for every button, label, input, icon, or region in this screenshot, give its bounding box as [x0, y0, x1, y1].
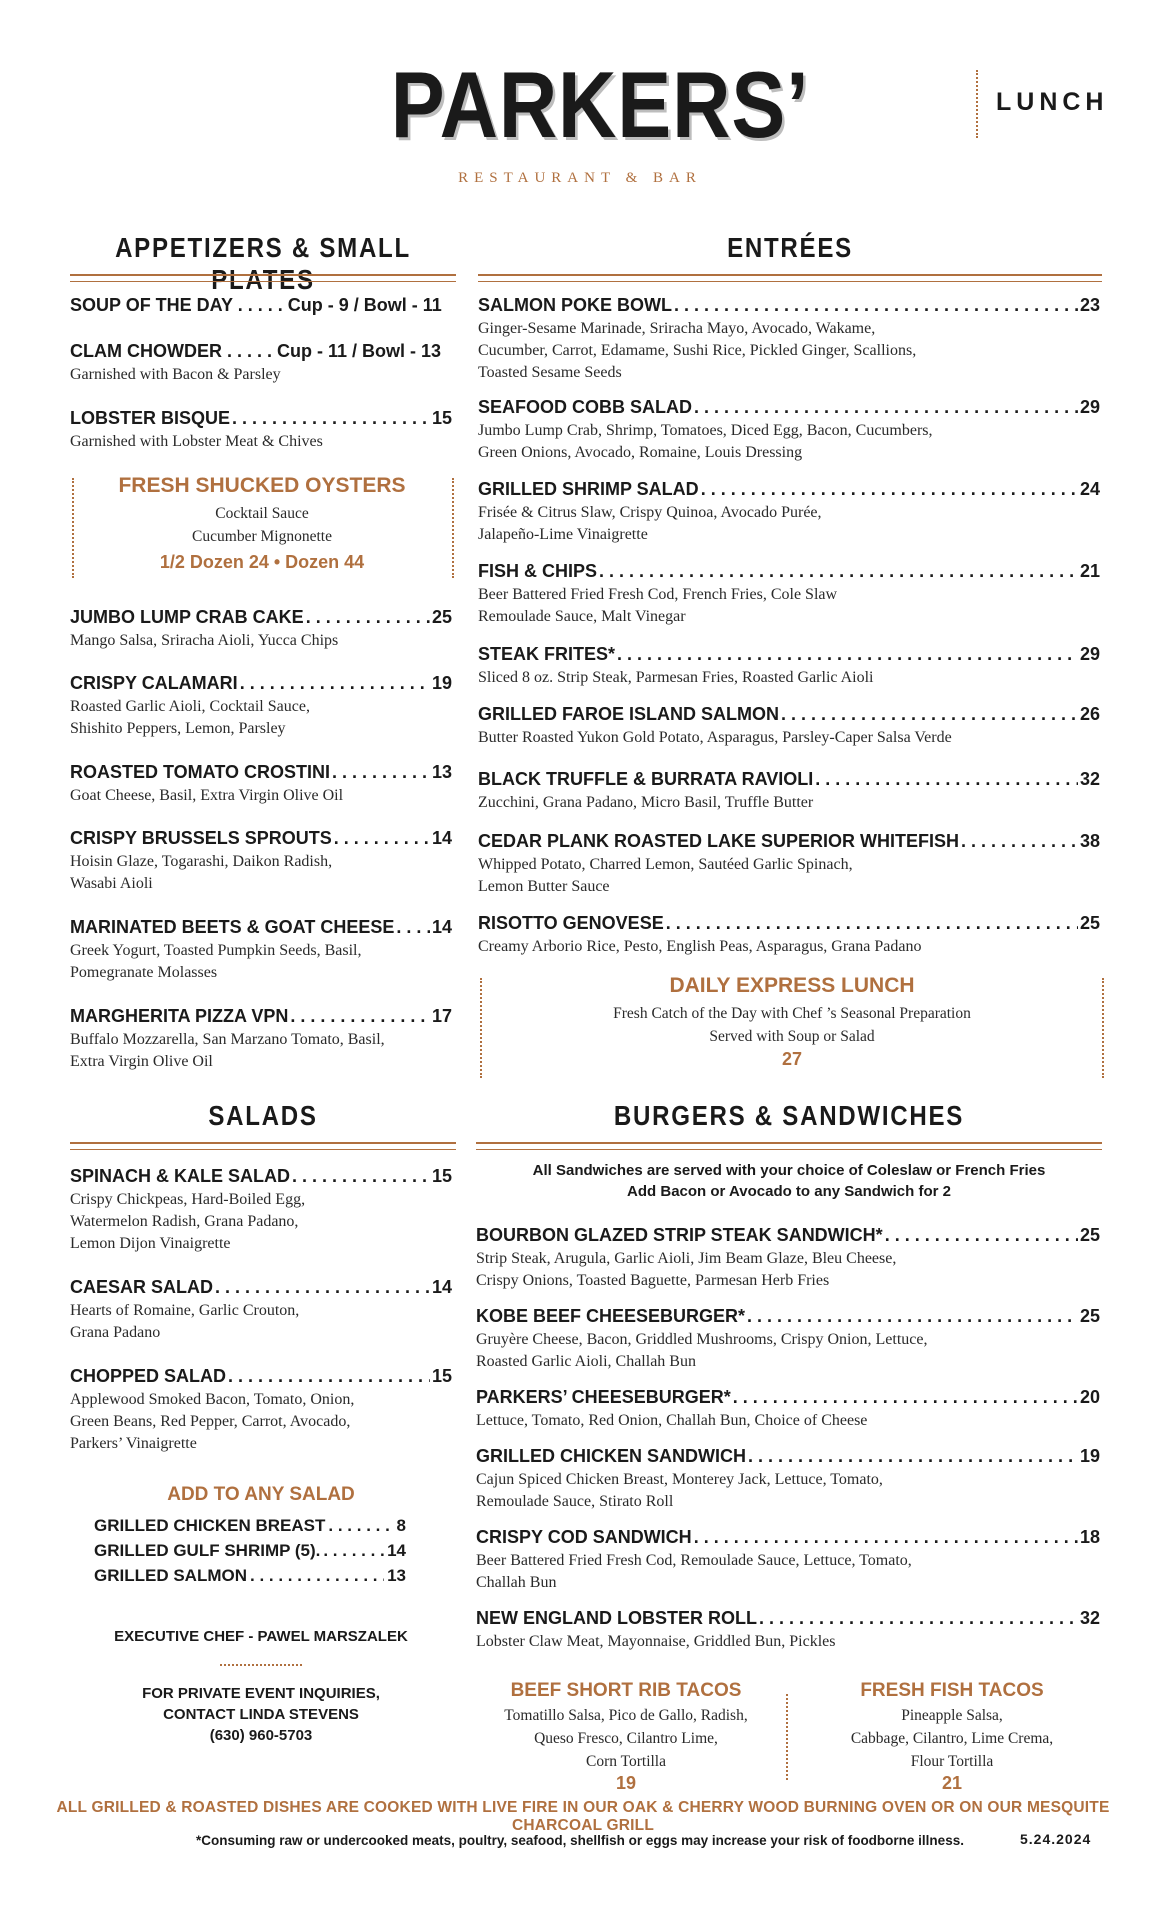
menu-item	[70, 1277, 452, 1344]
sandwich-note: All Sandwiches are served with your choice of Coleslaw or French Fries Add Bacon or Avocado to any Sandwich for 2	[532, 1162, 1046, 1200]
menu-item	[70, 295, 452, 316]
restaurant-tagline: RESTAURANT & BAR	[458, 170, 702, 186]
oysters-feature	[80, 474, 444, 573]
menu-item	[478, 769, 1100, 814]
item-name: SALMON POKE BOWL . . . 23	[478, 295, 1100, 316]
menu-item	[70, 762, 452, 807]
item-description: Lobster Claw Meat, Mayonnaise, Griddled Bun, Pickles	[476, 1633, 836, 1650]
item-name: LOBSTER BISQUE . . . 15	[70, 408, 452, 429]
item-name: MARGHERITA PIZZA VPN . . . 17	[70, 1006, 452, 1027]
menu-item	[70, 673, 452, 740]
item-name: GRILLED FAROE ISLAND SALMON . . . 26	[478, 704, 1100, 725]
feature-divider-right	[452, 478, 454, 578]
feature-divider-left	[480, 978, 482, 1078]
add-to-salad-list	[94, 1516, 406, 1586]
item-description: Ginger-Sesame Marinade, Sriracha Mayo, Avocado, Wakame, Cucumber, Carrot, Edamame, Sushi Rice, Pickled Ginger, Scallions, Toasted Sesame Seeds	[478, 320, 917, 381]
menu-item	[478, 295, 1100, 384]
item-name: KOBE BEEF CHEESEBURGER* . . . 25	[476, 1306, 1100, 1327]
taco-title: BEEF SHORT RIB TACOS	[510, 1680, 742, 1701]
chef-divider	[220, 1664, 302, 1666]
private-events: FOR PRIVATE EVENT INQUIRIES, CONTACT LINDA STEVENS (630) 960-5703	[142, 1685, 380, 1744]
menu-item	[478, 913, 1100, 958]
item-name: CRISPY CALAMARI . . . 19	[70, 673, 452, 694]
burgers-rule	[476, 1142, 1102, 1150]
item-name: RISOTTO GENOVESE . . . 25	[478, 913, 1100, 934]
express-line: Fresh Catch of the Day with Chef ’s Seasonal Preparation	[613, 1005, 971, 1022]
taco-price: 19	[615, 1773, 637, 1793]
menu-item	[476, 1225, 1100, 1292]
salads-heading: SALADS	[208, 1100, 318, 1131]
menu-item	[478, 704, 1100, 749]
feature-divider-right	[1102, 978, 1104, 1078]
taco-price: 21	[941, 1773, 963, 1793]
item-description: Mango Salsa, Sriracha Aioli, Yucca Chips	[70, 632, 339, 649]
item-description: Frisée & Citrus Slaw, Crispy Quinoa, Avocado Purée, Jalapeño-Lime Vinaigrette	[478, 504, 822, 543]
menu-item	[478, 397, 1100, 464]
item-description: Garnished with Bacon & Parsley	[70, 366, 281, 383]
menu-item	[70, 828, 452, 895]
item-description: Jumbo Lump Crab, Shrimp, Tomatoes, Diced Egg, Bacon, Cucumbers, Green Onions, Avocado, Romaine, Louis Dressing	[478, 422, 933, 461]
item-name: CLAM CHOWDER . . . . . Cup - 11 / Bowl - 13	[70, 341, 442, 361]
entrees-rule	[478, 274, 1102, 282]
header-divider	[976, 70, 978, 138]
menu-item	[478, 479, 1100, 546]
addon-item: GRILLED SALMON . . . 13	[94, 1566, 406, 1586]
item-description: Sliced 8 oz. Strip Steak, Parmesan Fries, Roasted Garlic Aioli	[478, 669, 874, 686]
menu-item	[478, 644, 1100, 689]
item-name: JUMBO LUMP CRAB CAKE . . . 25	[70, 607, 452, 628]
menu-item	[70, 408, 452, 453]
express-price: 27	[781, 1049, 803, 1069]
item-name: GRILLED CHICKEN SANDWICH . . . 19	[476, 1446, 1100, 1467]
item-description: Whipped Potato, Charred Lemon, Sautéed Garlic Spinach, Lemon Butter Sauce	[478, 856, 853, 895]
addon-item: GRILLED GULF SHRIMP (5). . . . 14	[94, 1541, 406, 1561]
item-name: STEAK FRITES* . . . 29	[478, 644, 1100, 665]
item-description: Lettuce, Tomato, Red Onion, Challah Bun, Choice of Cheese	[476, 1412, 868, 1429]
item-description: Goat Cheese, Basil, Extra Virgin Olive Oil	[70, 787, 344, 804]
item-description: Applewood Smoked Bacon, Tomato, Onion, Green Beans, Red Pepper, Carrot, Avocado, Parkers’ Vinaigrette	[70, 1391, 355, 1452]
item-description: Crispy Chickpeas, Hard-Boiled Egg, Watermelon Radish, Grana Padano, Lemon Dijon Vinaigrette	[70, 1191, 306, 1252]
entrees-heading: ENTRÉES	[727, 232, 853, 263]
item-description: Cajun Spiced Chicken Breast, Monterey Jack, Lettuce, Tomato, Remoulade Sauce, Stirato Roll	[476, 1471, 883, 1510]
oysters-line: Cocktail Sauce	[215, 505, 309, 522]
item-description: Hearts of Romaine, Garlic Crouton, Grana Padano	[70, 1302, 300, 1341]
item-name: MARINATED BEETS & GOAT CHEESE . . . 14	[70, 917, 452, 938]
salads-rule	[70, 1142, 456, 1150]
express-line: Served with Soup or Salad	[709, 1028, 875, 1045]
menu-item	[70, 1166, 452, 1255]
menu-item	[70, 341, 452, 386]
menu-item	[70, 1006, 452, 1073]
beef-tacos: BEEF SHORT RIB TACOS Tomatillo Salsa, Pico de Gallo, Radish, Queso Fresco, Cilantro Lime, Corn Tortilla 19	[476, 1680, 776, 1794]
item-description: Roasted Garlic Aioli, Cocktail Sauce, Shishito Peppers, Lemon, Parsley	[70, 698, 310, 737]
consumption-warning: *Consuming raw or undercooked meats, poultry, seafood, shellfish or eggs may increase your risk of foodborne illness.	[196, 1833, 964, 1848]
item-name: GRILLED SHRIMP SALAD . . . 24	[478, 479, 1100, 500]
taco-title: FRESH FISH TACOS	[860, 1680, 1044, 1701]
menu-item	[478, 561, 1100, 628]
item-description: Butter Roasted Yukon Gold Potato, Asparagus, Parsley-Caper Salsa Verde	[478, 729, 952, 746]
item-name: CRISPY COD SANDWICH . . . 18	[476, 1527, 1100, 1548]
item-name: SOUP OF THE DAY . . . . . Cup - 9 / Bowl - 11	[70, 295, 442, 315]
burgers-heading: BURGERS & SANDWICHES	[613, 1100, 965, 1131]
item-description: Beer Battered Fried Fresh Cod, French Fries, Cole Slaw Remoulade Sauce, Malt Vinegar	[478, 586, 838, 625]
item-description: Hoisin Glaze, Togarashi, Daikon Radish, Wasabi Aioli	[70, 853, 333, 892]
item-description: Gruyère Cheese, Bacon, Griddled Mushrooms, Crispy Onion, Lettuce, Roasted Garlic Aioli, Challah Bun	[476, 1331, 928, 1370]
oysters-line: Cucumber Mignonette	[192, 528, 332, 545]
menu-item	[70, 1366, 452, 1455]
express-title: DAILY EXPRESS LUNCH	[669, 974, 915, 997]
restaurant-logo: PARKERS’	[390, 52, 810, 157]
feature-divider-left	[72, 478, 74, 578]
item-name: CEDAR PLANK ROASTED LAKE SUPERIOR WHITEFISH . . . 38	[478, 831, 1100, 852]
oysters-title: FRESH SHUCKED OYSTERS	[118, 474, 406, 497]
item-name: SEAFOOD COBB SALAD . . . 29	[478, 397, 1100, 418]
menu-item	[476, 1387, 1100, 1432]
menu-item	[476, 1446, 1100, 1513]
menu-item	[476, 1306, 1100, 1373]
appetizers-rule	[70, 274, 456, 282]
item-description: Strip Steak, Arugula, Garlic Aioli, Jim Beam Glaze, Bleu Cheese, Crispy Onions, Toasted Baguette, Parmesan Herb Fries	[476, 1250, 897, 1289]
grill-note: ALL GRILLED & ROASTED DISHES ARE COOKED WITH LIVE FIRE IN OUR OAK & CHERRY WOOD BURNING OVEN OR ON OUR MESQUITE CHARCOAL GRILL	[56, 1799, 1110, 1834]
item-name: PARKERS’ CHEESEBURGER* . . . 20	[476, 1387, 1100, 1408]
menu-item	[478, 831, 1100, 898]
item-description: Zucchini, Grana Padano, Micro Basil, Truffle Butter	[478, 794, 814, 811]
item-description: Buffalo Mozzarella, San Marzano Tomato, Basil, Extra Virgin Olive Oil	[70, 1031, 385, 1070]
item-name: BLACK TRUFFLE & BURRATA RAVIOLI . . . 32	[478, 769, 1100, 790]
oysters-price: 1/2 Dozen 24 • Dozen 44	[159, 552, 365, 572]
item-name: SPINACH & KALE SALAD . . . 15	[70, 1166, 452, 1187]
item-name: CRISPY BRUSSELS SPROUTS . . . 14	[70, 828, 452, 849]
item-name: CHOPPED SALAD . . . 15	[70, 1366, 452, 1387]
addon-item: GRILLED CHICKEN BREAST . . . 8	[94, 1516, 406, 1536]
tacos-divider	[786, 1694, 788, 1780]
appetizers-heading: APPETIZERS & SMALL PLATES	[115, 232, 411, 295]
fish-tacos: FRESH FISH TACOS Pineapple Salsa, Cabbage, Cilantro, Lime Crema, Flour Tortilla 21	[802, 1680, 1102, 1794]
item-name: FISH & CHIPS . . . 21	[478, 561, 1100, 582]
item-description: Garnished with Lobster Meat & Chives	[70, 433, 323, 450]
menu-item	[476, 1527, 1100, 1594]
item-description: Greek Yogurt, Toasted Pumpkin Seeds, Basil, Pomegranate Molasses	[70, 942, 362, 981]
item-name: ROASTED TOMATO CROSTINI . . . 13	[70, 762, 452, 783]
express-lunch-feature	[490, 974, 1094, 1070]
executive-chef: EXECUTIVE CHEF - PAWEL MARSZALEK	[114, 1628, 408, 1645]
item-name: NEW ENGLAND LOBSTER ROLL . . . 32	[476, 1608, 1100, 1629]
menu-item	[476, 1608, 1100, 1653]
item-name: CAESAR SALAD . . . 14	[70, 1277, 452, 1298]
item-description: Creamy Arborio Rice, Pesto, English Peas, Asparagus, Grana Padano	[478, 938, 922, 955]
menu-item	[70, 917, 452, 984]
item-name: BOURBON GLAZED STRIP STEAK SANDWICH* . . . 25	[476, 1225, 1100, 1246]
add-to-salad-heading: ADD TO ANY SALAD	[167, 1484, 355, 1505]
menu-date: 5.24.2024	[1020, 1831, 1092, 1847]
menu-type-label: LUNCH	[996, 88, 1109, 116]
item-description: Beer Battered Fried Fresh Cod, Remoulade Sauce, Lettuce, Tomato, Challah Bun	[476, 1552, 912, 1591]
menu-item	[70, 607, 452, 652]
